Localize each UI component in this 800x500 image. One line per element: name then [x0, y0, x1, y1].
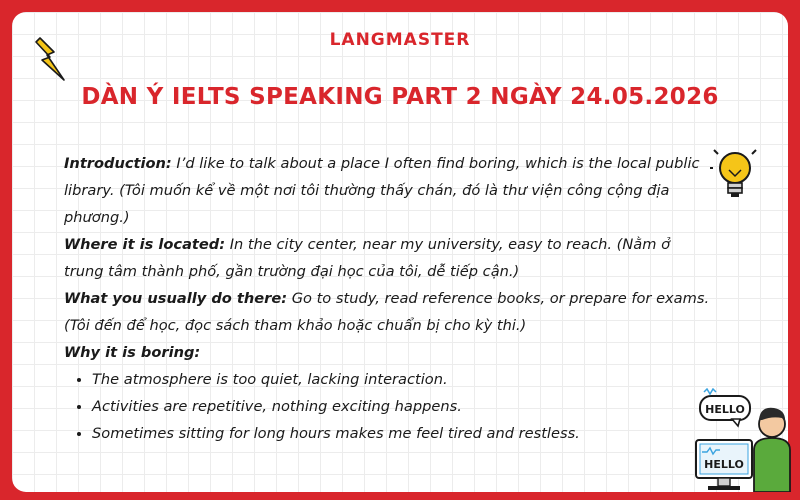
list-item: • Activities are repetitive, nothing exciting happens. — [92, 393, 714, 420]
section-introduction — [64, 150, 714, 231]
screen-text: HELLO — [704, 458, 744, 471]
section-label: Where it is located: — [64, 236, 226, 253]
section-label: What you usually do there: — [64, 290, 288, 307]
outline-content — [64, 150, 714, 447]
section-reasons — [64, 339, 714, 366]
section-label: Why it is boring: — [64, 344, 201, 361]
section-text: Go to study, read reference books, or prepare for exams. (Tôi đến để học, đọc sách tham khảo hoặc chuẩn bị cho kỳ thi.) — [64, 290, 710, 334]
section-location — [64, 231, 714, 285]
section-activities — [64, 285, 714, 339]
list-item: • Sometimes sitting for long hours makes me feel tired and restless. — [92, 420, 714, 447]
section-text: I’d like to talk about a place I often find boring, which is the local public library. (Tôi muốn kể về một nơi tôi thường thấy chán, đó là thư viện công cộng địa phương.) — [64, 155, 700, 226]
lightbulb-icon — [710, 146, 760, 204]
list-item: • The atmosphere is too quiet, lacking interaction. — [92, 366, 714, 393]
bubble-text: HELLO — [705, 403, 745, 416]
brand-logo: LANGMASTER — [329, 30, 471, 50]
section-label: Introduction: — [64, 155, 172, 172]
hello-illustration — [692, 388, 796, 492]
page-title: DÀN Ý IELTS SPEAKING PART 2 NGÀY 24.05.2026 — [81, 84, 719, 110]
reason-list — [64, 366, 714, 447]
section-text: In the city center, near my university, easy to reach. (Nằm ở trung tâm thành phố, gần trường đại học của tôi, dễ tiếp cận.) — [64, 236, 670, 280]
